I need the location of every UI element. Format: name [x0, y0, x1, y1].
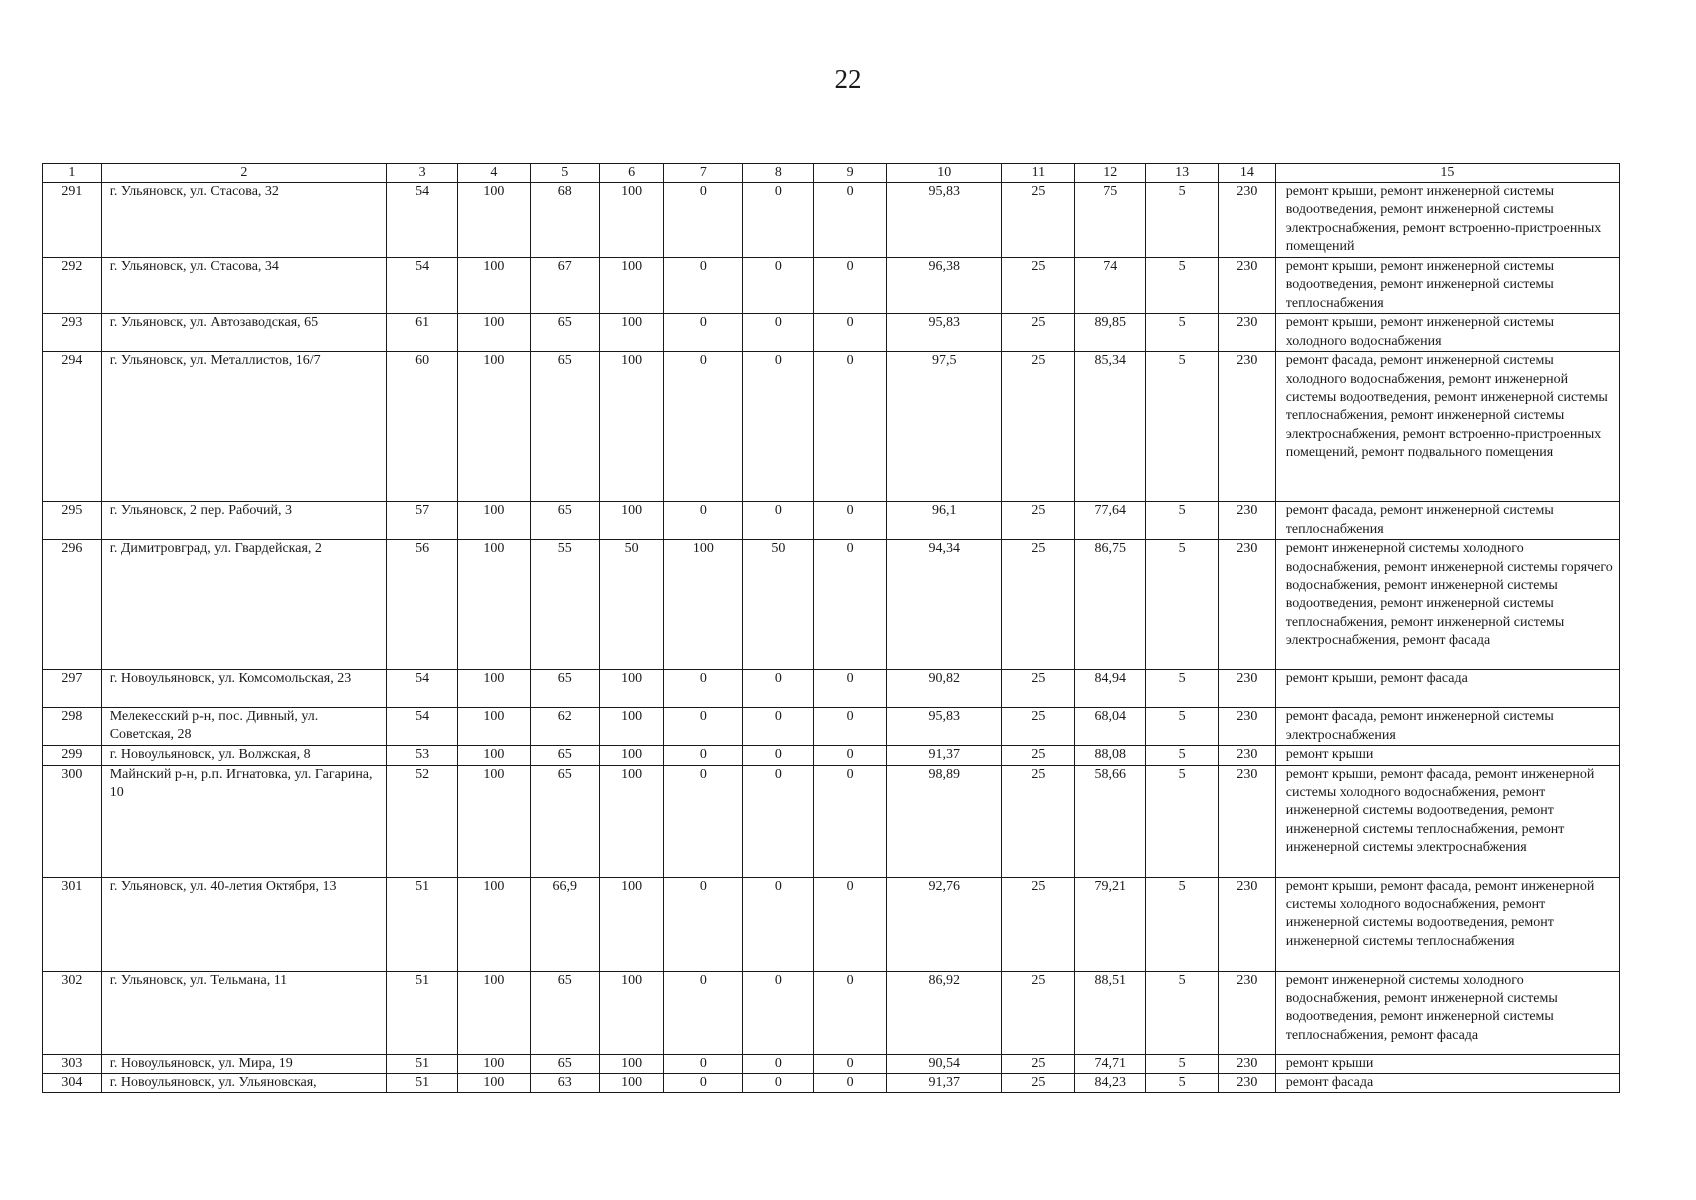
value-cell: 96,1 — [887, 502, 1002, 540]
value-cell: 92,76 — [887, 877, 1002, 971]
value-cell: 51 — [387, 1054, 458, 1073]
table-row — [43, 540, 1620, 670]
works-cell: ремонт крыши — [1275, 746, 1619, 765]
table-row — [43, 258, 1620, 314]
value-cell: 0 — [814, 1074, 887, 1093]
value-cell: 58,66 — [1075, 765, 1146, 877]
address-cell: Мелекесский р-н, пос. Дивный, ул. Советская, 28 — [101, 708, 386, 746]
header-cell: 10 — [887, 164, 1002, 183]
value-cell: 230 — [1219, 708, 1276, 746]
value-cell: 94,34 — [887, 540, 1002, 670]
value-cell: 5 — [1146, 352, 1219, 502]
row-number-cell: 299 — [43, 746, 102, 765]
value-cell: 100 — [457, 765, 530, 877]
value-cell: 95,83 — [887, 314, 1002, 352]
row-number-cell: 298 — [43, 708, 102, 746]
value-cell: 5 — [1146, 314, 1219, 352]
value-cell: 90,82 — [887, 670, 1002, 708]
works-cell: ремонт фасада — [1275, 1074, 1619, 1093]
value-cell: 25 — [1002, 708, 1075, 746]
value-cell: 74 — [1075, 258, 1146, 314]
value-cell: 85,34 — [1075, 352, 1146, 502]
row-number-cell: 297 — [43, 670, 102, 708]
value-cell: 0 — [814, 971, 887, 1054]
header-cell: 5 — [530, 164, 599, 183]
value-cell: 100 — [599, 352, 664, 502]
value-cell: 230 — [1219, 314, 1276, 352]
value-cell: 79,21 — [1075, 877, 1146, 971]
value-cell: 54 — [387, 708, 458, 746]
value-cell: 53 — [387, 746, 458, 765]
address-cell: г. Ульяновск, ул. 40-летия Октября, 13 — [101, 877, 386, 971]
works-cell: ремонт инженерной системы холодного водоснабжения, ремонт инженерной системы горячего водоснабжения, ремонт инженерной системы водоотведения, ремонт инженерной системы теплоснабжения, ремонт инженерной системы электроснабжения, ремонт фасада — [1275, 540, 1619, 670]
value-cell: 65 — [530, 1054, 599, 1073]
table-row — [43, 502, 1620, 540]
header-cell: 8 — [743, 164, 814, 183]
value-cell: 97,5 — [887, 352, 1002, 502]
works-cell: ремонт инженерной системы холодного водоснабжения, ремонт инженерной системы водоотведения, ремонт инженерной системы теплоснабжения, ремонт фасада — [1275, 971, 1619, 1054]
value-cell: 25 — [1002, 502, 1075, 540]
header-cell: 2 — [101, 164, 386, 183]
table-row — [43, 971, 1620, 1054]
value-cell: 86,92 — [887, 971, 1002, 1054]
table-body — [43, 183, 1620, 1093]
value-cell: 84,94 — [1075, 670, 1146, 708]
value-cell: 230 — [1219, 1054, 1276, 1073]
value-cell: 100 — [599, 183, 664, 258]
value-cell: 77,64 — [1075, 502, 1146, 540]
value-cell: 230 — [1219, 971, 1276, 1054]
value-cell: 0 — [664, 1054, 743, 1073]
value-cell: 100 — [664, 540, 743, 670]
address-cell: г. Ульяновск, ул. Автозаводская, 65 — [101, 314, 386, 352]
value-cell: 100 — [599, 971, 664, 1054]
value-cell: 0 — [814, 540, 887, 670]
value-cell: 66,9 — [530, 877, 599, 971]
value-cell: 0 — [664, 502, 743, 540]
row-number-cell: 304 — [43, 1074, 102, 1093]
value-cell: 50 — [743, 540, 814, 670]
value-cell: 100 — [457, 1074, 530, 1093]
value-cell: 52 — [387, 765, 458, 877]
value-cell: 5 — [1146, 746, 1219, 765]
value-cell: 62 — [530, 708, 599, 746]
value-cell: 0 — [814, 502, 887, 540]
value-cell: 25 — [1002, 765, 1075, 877]
table-row — [43, 670, 1620, 708]
value-cell: 5 — [1146, 540, 1219, 670]
value-cell: 75 — [1075, 183, 1146, 258]
value-cell: 5 — [1146, 1074, 1219, 1093]
table-row — [43, 183, 1620, 258]
value-cell: 230 — [1219, 183, 1276, 258]
value-cell: 84,23 — [1075, 1074, 1146, 1093]
value-cell: 0 — [814, 183, 887, 258]
value-cell: 100 — [599, 765, 664, 877]
value-cell: 0 — [743, 258, 814, 314]
value-cell: 5 — [1146, 1054, 1219, 1073]
value-cell: 100 — [599, 877, 664, 971]
value-cell: 100 — [599, 746, 664, 765]
value-cell: 0 — [664, 746, 743, 765]
value-cell: 65 — [530, 670, 599, 708]
value-cell: 230 — [1219, 1074, 1276, 1093]
address-cell: г. Ульяновск, ул. Стасова, 32 — [101, 183, 386, 258]
value-cell: 100 — [457, 670, 530, 708]
value-cell: 0 — [743, 1054, 814, 1073]
value-cell: 0 — [664, 670, 743, 708]
value-cell: 54 — [387, 183, 458, 258]
row-number-cell: 295 — [43, 502, 102, 540]
table-row — [43, 314, 1620, 352]
header-cell: 14 — [1219, 164, 1276, 183]
value-cell: 5 — [1146, 502, 1219, 540]
value-cell: 0 — [814, 314, 887, 352]
value-cell: 5 — [1146, 971, 1219, 1054]
value-cell: 230 — [1219, 352, 1276, 502]
value-cell: 60 — [387, 352, 458, 502]
value-cell: 100 — [457, 540, 530, 670]
value-cell: 65 — [530, 971, 599, 1054]
value-cell: 230 — [1219, 540, 1276, 670]
value-cell: 0 — [814, 708, 887, 746]
value-cell: 25 — [1002, 1074, 1075, 1093]
value-cell: 100 — [599, 1074, 664, 1093]
works-cell: ремонт крыши, ремонт фасада, ремонт инженерной системы холодного водоснабжения, ремонт инженерной системы водоотведения, ремонт инженерной системы теплоснабжения — [1275, 877, 1619, 971]
value-cell: 230 — [1219, 670, 1276, 708]
value-cell: 74,71 — [1075, 1054, 1146, 1073]
value-cell: 100 — [599, 670, 664, 708]
value-cell: 25 — [1002, 183, 1075, 258]
works-cell: ремонт крыши, ремонт инженерной системы водоотведения, ремонт инженерной системы теплоснабжения — [1275, 258, 1619, 314]
header-cell: 3 — [387, 164, 458, 183]
row-number-cell: 303 — [43, 1054, 102, 1073]
table-row — [43, 765, 1620, 877]
value-cell: 51 — [387, 971, 458, 1054]
header-cell: 12 — [1075, 164, 1146, 183]
value-cell: 230 — [1219, 877, 1276, 971]
value-cell: 0 — [743, 1074, 814, 1093]
address-cell: г. Новоульяновск, ул. Ульяновская, — [101, 1074, 386, 1093]
works-cell: ремонт фасада, ремонт инженерной системы электроснабжения — [1275, 708, 1619, 746]
value-cell: 25 — [1002, 670, 1075, 708]
value-cell: 0 — [664, 314, 743, 352]
value-cell: 54 — [387, 258, 458, 314]
value-cell: 25 — [1002, 314, 1075, 352]
address-cell: г. Ульяновск, ул. Металлистов, 16/7 — [101, 352, 386, 502]
value-cell: 25 — [1002, 1054, 1075, 1073]
value-cell: 100 — [599, 708, 664, 746]
value-cell: 0 — [814, 258, 887, 314]
row-number-cell: 302 — [43, 971, 102, 1054]
works-cell: ремонт крыши, ремонт инженерной системы водоотведения, ремонт инженерной системы электроснабжения, ремонт встроенно-пристроенных помещений — [1275, 183, 1619, 258]
value-cell: 88,08 — [1075, 746, 1146, 765]
works-cell: ремонт крыши — [1275, 1054, 1619, 1073]
value-cell: 0 — [664, 352, 743, 502]
value-cell: 96,38 — [887, 258, 1002, 314]
value-cell: 67 — [530, 258, 599, 314]
value-cell: 0 — [743, 746, 814, 765]
value-cell: 55 — [530, 540, 599, 670]
table-row — [43, 877, 1620, 971]
value-cell: 0 — [743, 670, 814, 708]
row-number-cell: 292 — [43, 258, 102, 314]
value-cell: 89,85 — [1075, 314, 1146, 352]
value-cell: 25 — [1002, 971, 1075, 1054]
address-cell: г. Новоульяновск, ул. Волжская, 8 — [101, 746, 386, 765]
value-cell: 100 — [457, 708, 530, 746]
header-cell: 15 — [1275, 164, 1619, 183]
value-cell: 68,04 — [1075, 708, 1146, 746]
value-cell: 0 — [743, 765, 814, 877]
header-row — [43, 164, 1620, 183]
value-cell: 61 — [387, 314, 458, 352]
value-cell: 5 — [1146, 183, 1219, 258]
value-cell: 25 — [1002, 877, 1075, 971]
value-cell: 0 — [814, 877, 887, 971]
value-cell: 0 — [814, 352, 887, 502]
header-cell: 4 — [457, 164, 530, 183]
value-cell: 56 — [387, 540, 458, 670]
value-cell: 100 — [457, 502, 530, 540]
address-cell: г. Новоульяновск, ул. Комсомольская, 23 — [101, 670, 386, 708]
address-cell: г. Димитровград, ул. Гвардейская, 2 — [101, 540, 386, 670]
table-row — [43, 708, 1620, 746]
value-cell: 230 — [1219, 765, 1276, 877]
value-cell: 0 — [814, 746, 887, 765]
value-cell: 51 — [387, 877, 458, 971]
value-cell: 51 — [387, 1074, 458, 1093]
value-cell: 90,54 — [887, 1054, 1002, 1073]
value-cell: 63 — [530, 1074, 599, 1093]
value-cell: 65 — [530, 352, 599, 502]
value-cell: 0 — [743, 708, 814, 746]
value-cell: 65 — [530, 765, 599, 877]
value-cell: 54 — [387, 670, 458, 708]
row-number-cell: 300 — [43, 765, 102, 877]
value-cell: 230 — [1219, 746, 1276, 765]
value-cell: 5 — [1146, 877, 1219, 971]
row-number-cell: 294 — [43, 352, 102, 502]
value-cell: 0 — [664, 183, 743, 258]
value-cell: 0 — [664, 765, 743, 877]
value-cell: 91,37 — [887, 1074, 1002, 1093]
header-cell: 1 — [43, 164, 102, 183]
header-cell: 13 — [1146, 164, 1219, 183]
value-cell: 68 — [530, 183, 599, 258]
works-cell: ремонт фасада, ремонт инженерной системы теплоснабжения — [1275, 502, 1619, 540]
value-cell: 65 — [530, 314, 599, 352]
value-cell: 230 — [1219, 258, 1276, 314]
value-cell: 0 — [743, 352, 814, 502]
value-cell: 0 — [664, 708, 743, 746]
value-cell: 65 — [530, 746, 599, 765]
value-cell: 100 — [599, 314, 664, 352]
value-cell: 100 — [457, 352, 530, 502]
address-cell: г. Ульяновск, ул. Стасова, 34 — [101, 258, 386, 314]
value-cell: 25 — [1002, 258, 1075, 314]
header-cell: 9 — [814, 164, 887, 183]
address-cell: г. Ульяновск, ул. Тельмана, 11 — [101, 971, 386, 1054]
value-cell: 0 — [664, 877, 743, 971]
value-cell: 100 — [599, 502, 664, 540]
value-cell: 100 — [599, 258, 664, 314]
value-cell: 100 — [457, 746, 530, 765]
value-cell: 0 — [743, 877, 814, 971]
value-cell: 98,89 — [887, 765, 1002, 877]
value-cell: 50 — [599, 540, 664, 670]
value-cell: 88,51 — [1075, 971, 1146, 1054]
value-cell: 95,83 — [887, 708, 1002, 746]
page-number: 22 — [834, 64, 862, 94]
value-cell: 91,37 — [887, 746, 1002, 765]
table-row — [43, 352, 1620, 502]
value-cell: 100 — [457, 314, 530, 352]
value-cell: 25 — [1002, 746, 1075, 765]
value-cell: 100 — [457, 1054, 530, 1073]
works-cell: ремонт крыши, ремонт фасада — [1275, 670, 1619, 708]
table-row — [43, 746, 1620, 765]
value-cell: 0 — [743, 971, 814, 1054]
value-cell: 57 — [387, 502, 458, 540]
row-number-cell: 296 — [43, 540, 102, 670]
value-cell: 86,75 — [1075, 540, 1146, 670]
value-cell: 0 — [664, 1074, 743, 1093]
address-cell: Майнский р-н, р.п. Игнатовка, ул. Гагарина, 10 — [101, 765, 386, 877]
value-cell: 0 — [664, 258, 743, 314]
works-cell: ремонт крыши, ремонт фасада, ремонт инженерной системы холодного водоснабжения, ремонт инженерной системы водоотведения, ремонт инженерной системы теплоснабжения, ремонт инженерной системы электроснабжения — [1275, 765, 1619, 877]
table-row — [43, 1054, 1620, 1073]
value-cell: 0 — [743, 183, 814, 258]
value-cell: 100 — [457, 183, 530, 258]
address-cell: г. Ульяновск, 2 пер. Рабочий, 3 — [101, 502, 386, 540]
row-number-cell: 293 — [43, 314, 102, 352]
value-cell: 0 — [743, 502, 814, 540]
value-cell: 0 — [814, 670, 887, 708]
value-cell: 5 — [1146, 765, 1219, 877]
header-cell: 7 — [664, 164, 743, 183]
value-cell: 0 — [814, 1054, 887, 1073]
value-cell: 25 — [1002, 540, 1075, 670]
value-cell: 25 — [1002, 352, 1075, 502]
value-cell: 65 — [530, 502, 599, 540]
value-cell: 100 — [457, 971, 530, 1054]
row-number-cell: 291 — [43, 183, 102, 258]
table-row — [43, 1074, 1620, 1093]
works-cell: ремонт фасада, ремонт инженерной системы холодного водоснабжения, ремонт инженерной системы водоотведения, ремонт инженерной системы теплоснабжения, ремонт инженерной системы электроснабжения, ремонт встроенно-пристроенных помещений, ремонт подвального помещения — [1275, 352, 1619, 502]
works-cell: ремонт крыши, ремонт инженерной системы холодного водоснабжения — [1275, 314, 1619, 352]
header-cell: 6 — [599, 164, 664, 183]
value-cell: 5 — [1146, 258, 1219, 314]
value-cell: 5 — [1146, 670, 1219, 708]
header-cell: 11 — [1002, 164, 1075, 183]
value-cell: 0 — [664, 971, 743, 1054]
value-cell: 100 — [457, 877, 530, 971]
value-cell: 100 — [599, 1054, 664, 1073]
register-table — [42, 163, 1620, 1093]
value-cell: 0 — [743, 314, 814, 352]
value-cell: 100 — [457, 258, 530, 314]
value-cell: 230 — [1219, 502, 1276, 540]
address-cell: г. Новоульяновск, ул. Мира, 19 — [101, 1054, 386, 1073]
value-cell: 0 — [814, 765, 887, 877]
value-cell: 95,83 — [887, 183, 1002, 258]
row-number-cell: 301 — [43, 877, 102, 971]
value-cell: 5 — [1146, 708, 1219, 746]
